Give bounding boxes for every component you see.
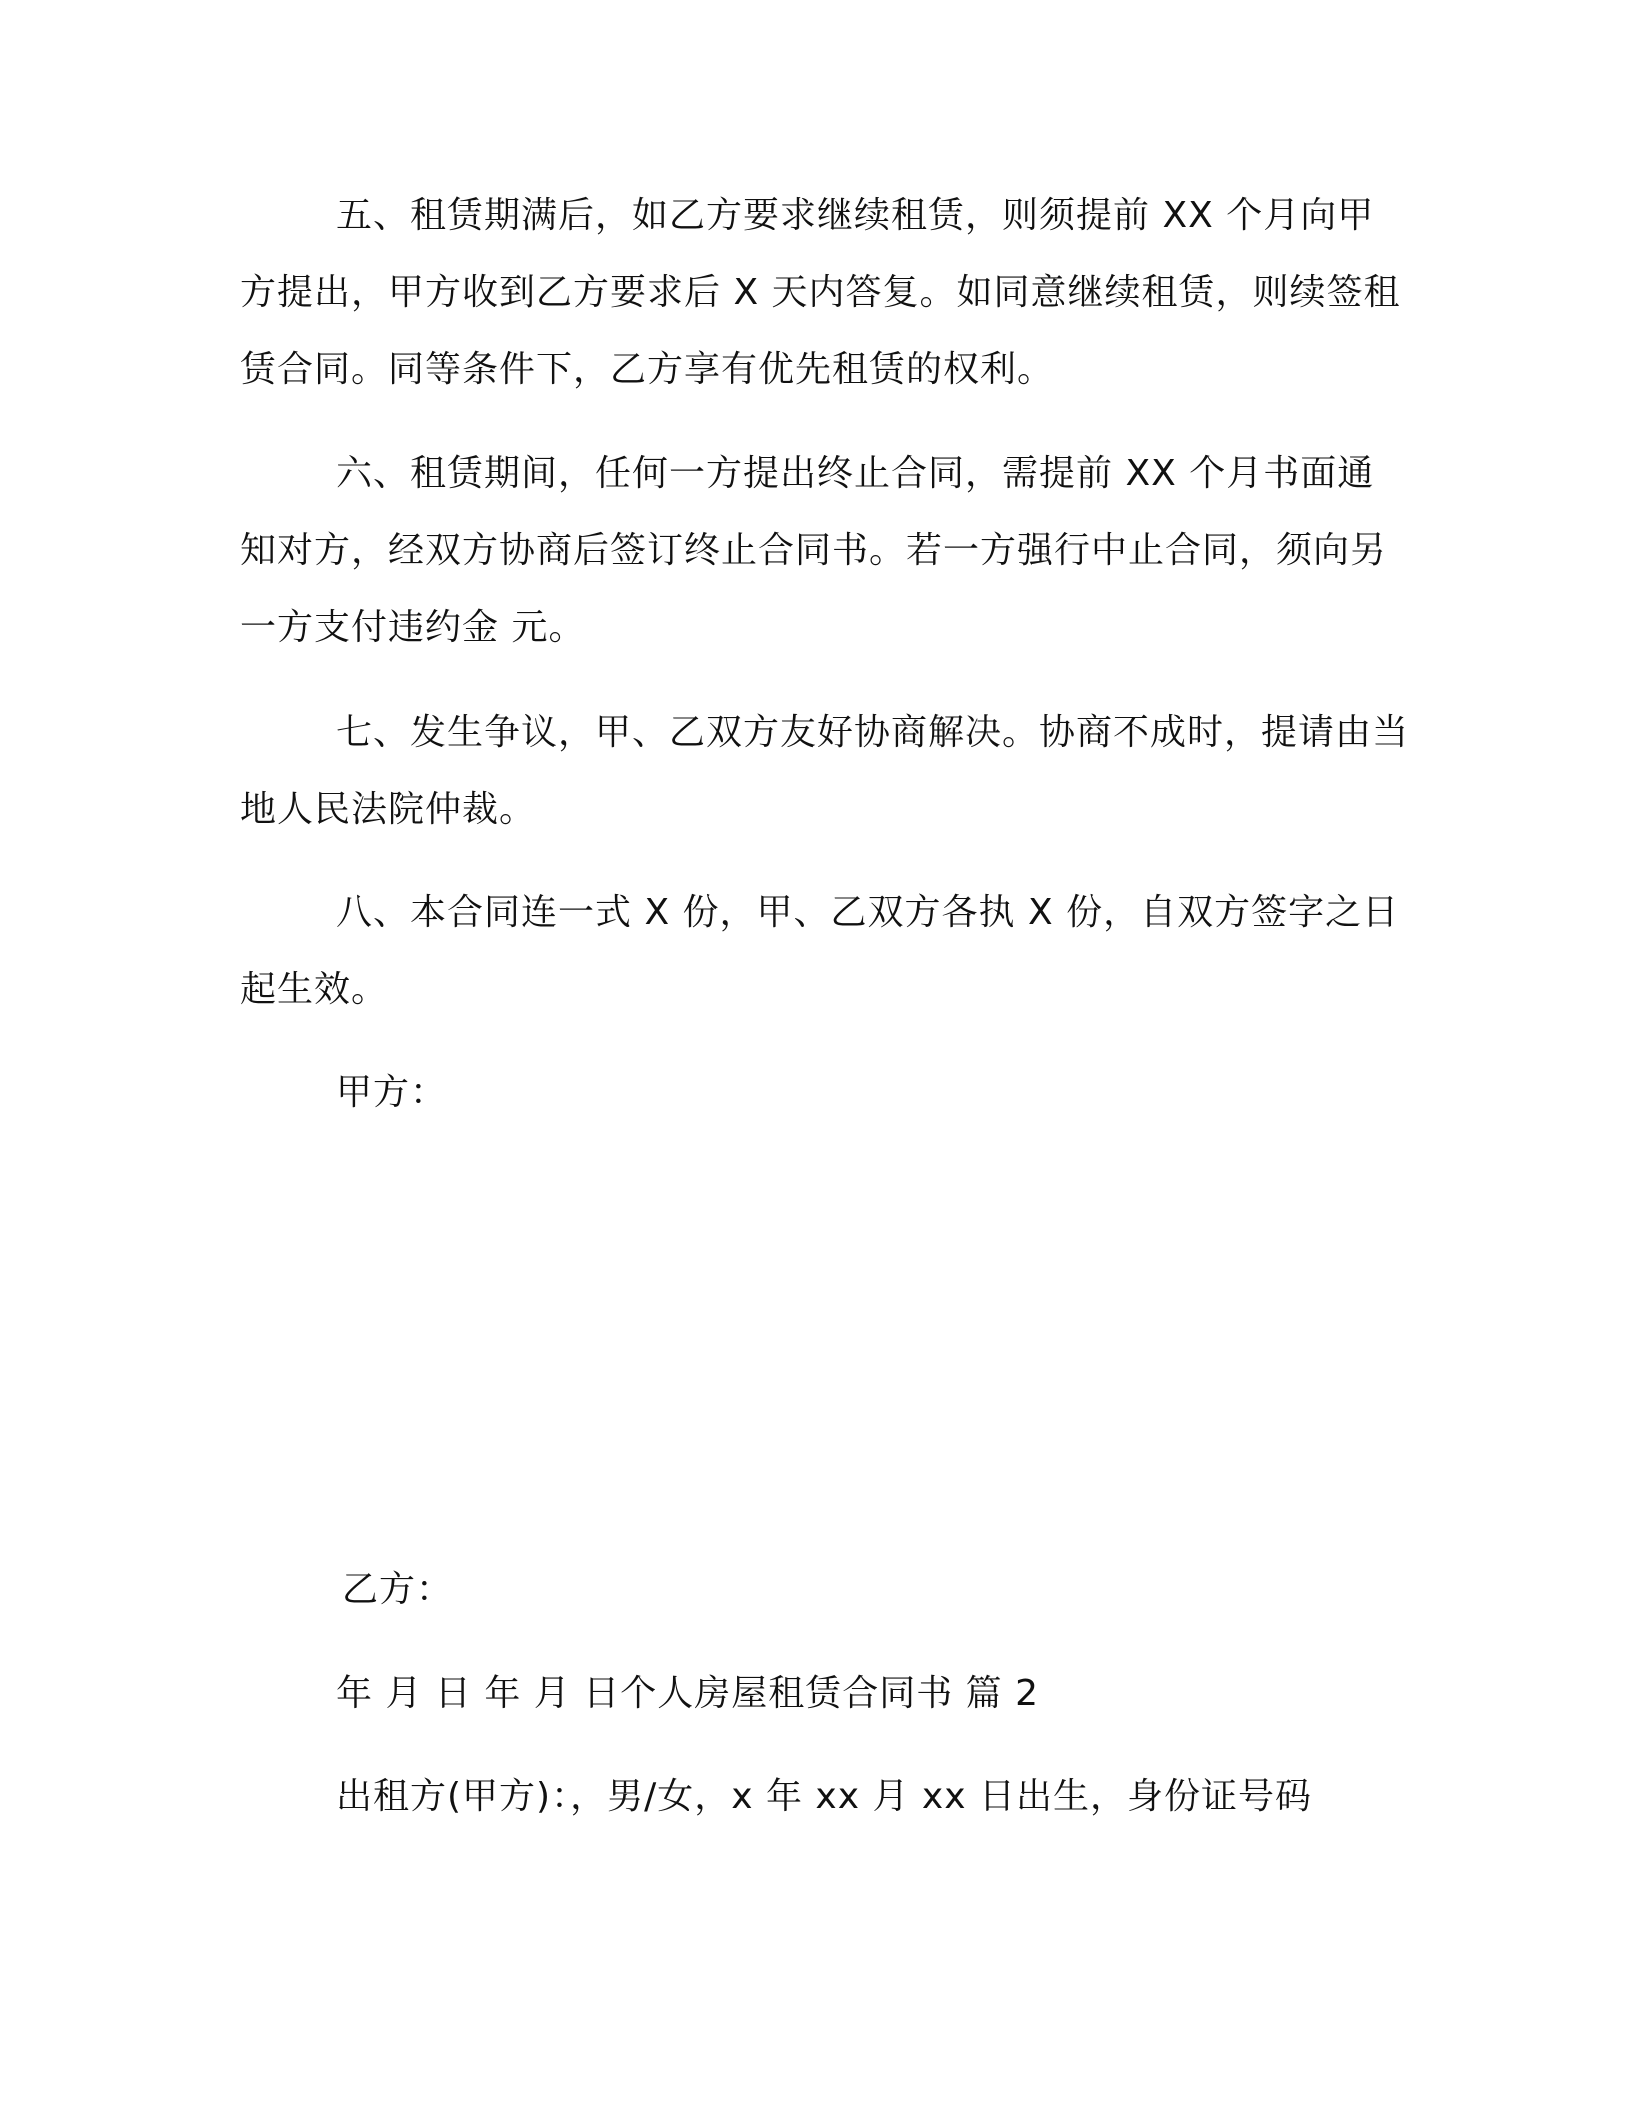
clause-6-paragraph: 六、租赁期间，任何一方提出终止合同，需提前 XX 个月书面通知对方，经双方协商后签订终止合同书。若一方强行中止合同，须向另一方支付违约金 元。 bbox=[240, 453, 1388, 648]
clause-5-paragraph: 五、租赁期满后，如乙方要求继续租赁，则须提前 XX 个月向甲方提出，甲方收到乙方要求后 X 天内答复。如同意继续租赁，则续签租赁合同。同等条件下，乙方享有优先租赁的权利。 bbox=[240, 195, 1401, 390]
party-a-signature-label: 甲方： bbox=[336, 1072, 448, 1113]
clause-7-paragraph: 七、发生争议，甲、乙双方友好协商解决。协商不成时，提请由当地人民法院仲裁。 bbox=[240, 712, 1410, 830]
date-and-section-title: 年 月 日 年 月 日个人房屋租赁合同书 篇 2 bbox=[336, 1673, 1040, 1714]
lessor-info-line: 出租方(甲方)：，男/女，x 年 xx 月 xx 日出生，身份证号码 bbox=[336, 1776, 1312, 1817]
clause-8-paragraph: 八、本合同连一式 X 份，甲、乙双方各执 X 份，自双方签字之日起生效。 bbox=[240, 892, 1400, 1010]
party-b-signature-label: 乙方： bbox=[342, 1569, 454, 1610]
